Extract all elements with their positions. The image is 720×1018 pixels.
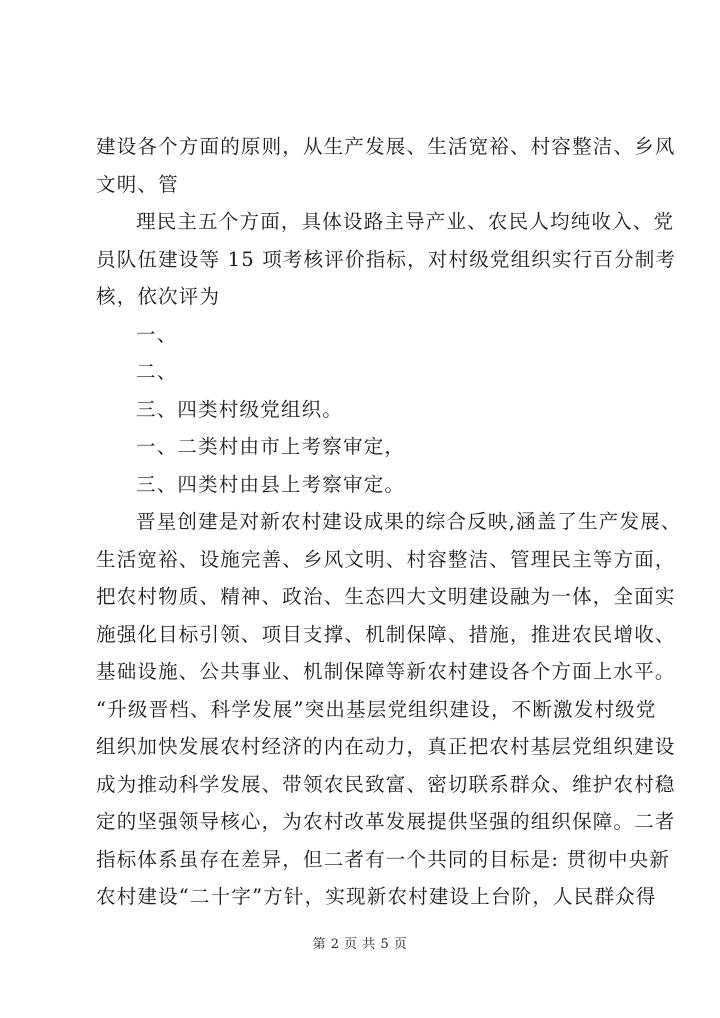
document-body xyxy=(96,128,682,916)
text-line: 农村建设“二十字”方针，实现新农村建设上台阶，人民群众得 xyxy=(96,885,657,908)
text-line: 一、二类村由市上考察审定， xyxy=(136,435,406,458)
text-line: 生活宽裕、设施完善、乡风文明、村容整洁、管理民主等方面， xyxy=(96,547,676,571)
text-line: “升级晋档、科学发展”突出基层党组织建设，不断激发村级党 xyxy=(96,697,657,721)
text-line: 三、四类村由县上考察审定。 xyxy=(136,472,406,496)
text-line: 理民主五个方面，具体设路主导产业、农民人均纯收入、党 xyxy=(136,210,675,233)
page-footer: 第 2 页 共 5 页 xyxy=(312,937,408,952)
text-line: 员队伍建设等 15 项考核评价指标，对村级党组织实行百分制考 xyxy=(96,247,677,271)
text-line: 二、 xyxy=(136,360,178,383)
text-line: 建设各个方面的原则，从生产发展、生活宽裕、村容整洁、乡风 xyxy=(96,135,676,158)
text-line: 基础设施、公共事业、机制保障等新农村建设各个方面上水平。 xyxy=(96,660,676,683)
text-line: 定的坚强领导核心，为农村改革发展提供坚强的组织保障。二者 xyxy=(96,810,676,833)
text-line: 把农村物质、精神、政治、生态四大文明建设融为一体，全面实 xyxy=(96,585,676,608)
text-line: 施强化目标引领、项目支撑、机制保障、措施，推进农民增收、 xyxy=(96,622,676,646)
text-line: 文明、管 xyxy=(96,172,179,196)
text-line: 指标体系虽存在差异，但二者有一个共同的目标是: 贯彻中央新 xyxy=(96,847,671,871)
text-line: 晋星创建是对新农村建设成果的综合反映,涵盖了生产发展、 xyxy=(136,510,682,533)
text-line: 组织加快发展农村经济的内在动力，真正把农村基层党组织建设 xyxy=(96,735,676,758)
text-line: 成为推动科学发展、带领农民致富、密切联系群众、维护农村稳 xyxy=(96,772,676,796)
text-line: 核，依次评为 xyxy=(96,285,221,308)
text-line: 一、 xyxy=(136,322,178,346)
text-line: 三、四类村级党组织。 xyxy=(136,397,344,421)
